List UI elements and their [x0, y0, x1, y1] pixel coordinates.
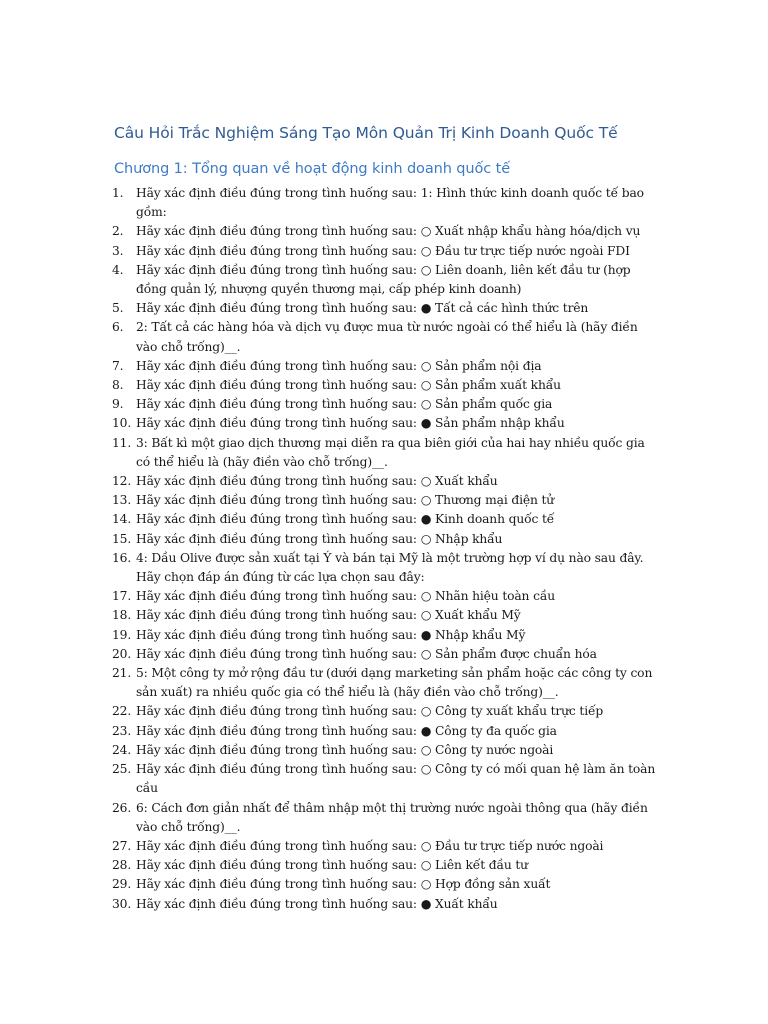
question-number: 2. [112, 224, 124, 239]
question-text: 6: Cách đơn giản nhất để thâm nhập một thị trường nước ngoài thông qua (hãy điền vào chỗ trống)__. [136, 800, 648, 834]
question-text: Hãy xác định điều đúng trong tình huống sau: ○ Công ty xuất khẩu trực tiếp [136, 704, 604, 719]
question-number: 30. [112, 896, 132, 911]
question-text: Hãy xác định điều đúng trong tình huống sau: ○ Xuất nhập khẩu hàng hóa/dịch vụ [136, 224, 641, 239]
question-number: 1. [112, 186, 124, 200]
question-text: 4: Dầu Olive được sản xuất tại Ý và bán tại Mỹ là một trường hợp ví dụ nào sau đây. Hãy chọn đáp án đúng từ các lựa chọn sau đây: [136, 550, 644, 585]
question-number: 10. [112, 416, 132, 431]
question-text: Hãy xác định điều đúng trong tình huống sau: ○ Công ty nước ngoài [136, 742, 554, 757]
question-text: Hãy xác định điều đúng trong tình huống sau: ○ Sản phẩm nội địa [136, 358, 542, 373]
question-number: 12. [112, 474, 132, 489]
question-number: 24. [112, 742, 132, 757]
list-item [112, 799, 657, 837]
question-text: Hãy xác định điều đúng trong tình huống sau: 1: Hình thức kinh doanh quốc tế bao gồm: [136, 186, 644, 220]
question-text: Hãy xác định điều đúng trong tình huống sau: ● Công ty đa quốc gia [136, 723, 557, 738]
question-number: 23. [112, 723, 132, 738]
list-item [112, 645, 657, 664]
question-list [112, 184, 657, 914]
list-item [112, 184, 657, 222]
list-item [112, 722, 657, 741]
question-text: Hãy xác định điều đúng trong tình huống sau: ● Xuất khẩu [136, 896, 498, 911]
list-item [112, 856, 657, 875]
question-number: 21. [112, 666, 132, 681]
list-item [112, 222, 657, 241]
question-text: Hãy xác định điều đúng trong tình huống sau: ○ Sản phẩm quốc gia [136, 397, 553, 412]
question-text: Hãy xác định điều đúng trong tình huống sau: ● Kinh doanh quốc tế [136, 512, 555, 527]
question-number: 5. [112, 301, 124, 316]
question-number: 17. [112, 589, 132, 604]
list-item [112, 587, 657, 606]
list-item [112, 626, 657, 645]
question-text: Hãy xác định điều đúng trong tình huống sau: ○ Đầu tư trực tiếp nước ngoài [136, 838, 604, 853]
list-item [112, 472, 657, 491]
list-item [112, 702, 657, 721]
question-number: 8. [112, 378, 124, 393]
list-item [112, 530, 657, 549]
list-item [112, 875, 657, 894]
chapter-heading: Chương 1: Tổng quan về hoạt động kinh doanh quốc tế [114, 161, 511, 177]
question-text: Hãy xác định điều đúng trong tình huống sau: ○ Nhãn hiệu toàn cầu [136, 589, 555, 604]
list-item [112, 299, 657, 318]
question-number: 13. [112, 493, 132, 508]
question-text: Hãy xác định điều đúng trong tình huống sau: ○ Sản phẩm xuất khẩu [136, 378, 561, 393]
question-number: 6. [112, 320, 124, 335]
question-number: 29. [112, 877, 132, 892]
list-item [112, 414, 657, 433]
question-number: 19. [112, 627, 132, 642]
question-text: Hãy xác định điều đúng trong tình huống sau: ● Tất cả các hình thức trên [136, 301, 589, 316]
question-text: Hãy xác định điều đúng trong tình huống sau: ○ Nhập khẩu [136, 531, 503, 546]
question-number: 18. [112, 608, 132, 623]
question-text: 5: Một công ty mở rộng đầu tư (dưới dạng marketing sản phẩm hoặc các công ty con sản xuất) ra nhiều quốc gia có thể hiểu là (hãy điền vào chỗ trống)__. [136, 666, 653, 700]
list-item [112, 395, 657, 414]
list-item [112, 242, 657, 261]
list-item [112, 318, 657, 356]
list-item [112, 664, 657, 702]
question-text: 3: Bất kì một giao dịch thương mại diễn ra qua biên giới của hai hay nhiều quốc gia có thể hiểu là (hãy điền vào chỗ trống)__. [136, 435, 645, 469]
question-text: Hãy xác định điều đúng trong tình huống sau: ○ Đầu tư trực tiếp nước ngoài FDI [136, 243, 630, 258]
list-item [112, 376, 657, 395]
list-item [112, 261, 657, 299]
list-item [112, 491, 657, 510]
list-item [112, 434, 657, 472]
list-item [112, 895, 657, 914]
question-number: 4. [112, 262, 124, 277]
list-item [112, 510, 657, 529]
list-item [112, 606, 657, 625]
question-text: Hãy xác định điều đúng trong tình huống sau: ○ Xuất khẩu [136, 474, 498, 489]
question-number: 3. [112, 243, 124, 258]
question-text: Hãy xác định điều đúng trong tình huống sau: ○ Liên doanh, liên kết đầu tư (hợp đồng quản lý, nhượng quyền thương mại, cấp phép kinh doanh) [136, 262, 631, 297]
question-text: Hãy xác định điều đúng trong tình huống sau: ○ Hợp đồng sản xuất [136, 877, 551, 892]
question-number: 9. [112, 397, 124, 412]
question-number: 20. [112, 646, 132, 661]
question-number: 22. [112, 704, 132, 719]
question-number: 7. [112, 358, 124, 373]
list-item [112, 549, 657, 587]
question-text: Hãy xác định điều đúng trong tình huống sau: ○ Liên kết đầu tư [136, 858, 528, 873]
question-text: Hãy xác định điều đúng trong tình huống sau: ○ Sản phẩm được chuẩn hóa [136, 646, 597, 661]
list-item [112, 741, 657, 760]
question-number: 26. [112, 800, 132, 815]
list-item [112, 837, 657, 856]
question-text: Hãy xác định điều đúng trong tình huống sau: ○ Công ty có mối quan hệ làm ăn toàn cầu [136, 762, 656, 796]
question-text: Hãy xác định điều đúng trong tình huống sau: ○ Thương mại điện tử [136, 493, 555, 508]
question-number: 11. [112, 435, 132, 450]
list-item [112, 760, 657, 798]
question-number: 15. [112, 531, 132, 546]
question-number: 25. [112, 762, 132, 777]
question-text: Hãy xác định điều đúng trong tình huống sau: ● Nhập khẩu Mỹ [136, 627, 526, 642]
question-text: Hãy xác định điều đúng trong tình huống sau: ● Sản phẩm nhập khẩu [136, 416, 565, 431]
question-number: 27. [112, 838, 132, 853]
document-title: Câu Hỏi Trắc Nghiệm Sáng Tạo Môn Quản Trị Kinh Doanh Quốc Tế [114, 124, 618, 142]
question-number: 28. [112, 858, 132, 873]
list-item [112, 357, 657, 376]
question-number: 14. [112, 512, 132, 527]
question-number: 16. [112, 550, 132, 565]
question-text: 2: Tất cả các hàng hóa và dịch vụ được mua từ nước ngoài có thể hiểu là (hãy điền vào chỗ trống)__. [136, 320, 638, 354]
question-text: Hãy xác định điều đúng trong tình huống sau: ○ Xuất khẩu Mỹ [136, 608, 521, 623]
